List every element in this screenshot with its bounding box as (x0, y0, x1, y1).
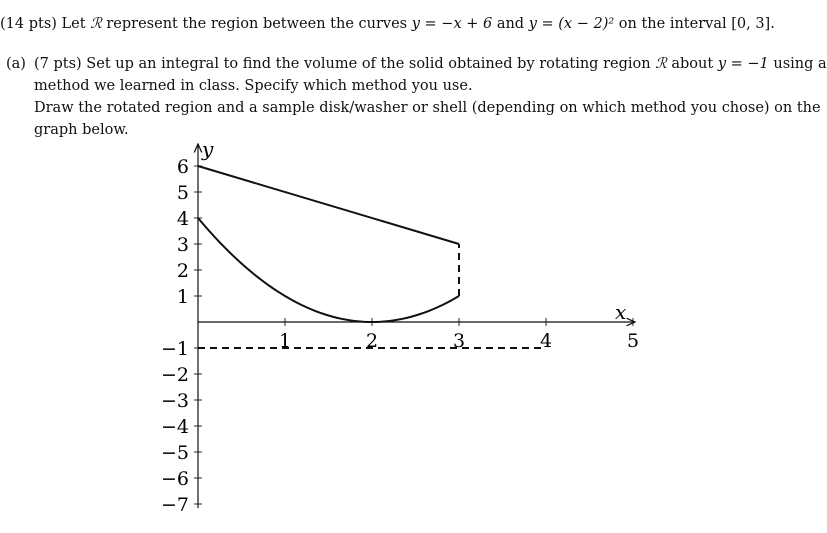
axis-equation: y = −1 (717, 56, 769, 72)
x-tick-label: 1 (278, 330, 292, 352)
and-word: and (496, 16, 525, 32)
y-tick-label: −7 (160, 494, 189, 516)
x-axis-label: x (615, 300, 627, 324)
part-a-line4: graph below. (34, 122, 129, 138)
series-2 (198, 218, 459, 322)
curve1-equation: y = −x + 6 (411, 16, 493, 32)
x-tick-label: 2 (365, 330, 379, 352)
x-tick-label: 3 (452, 330, 466, 352)
part-a-region-symbol: ℛ (655, 56, 667, 72)
y-tick-label: −5 (160, 442, 189, 464)
y-axis-label: y (202, 137, 214, 161)
y-tick-label: 6 (176, 156, 189, 178)
x-tick-label: 5 (626, 330, 640, 352)
y-tick-label: 4 (176, 208, 189, 230)
part-a-using: using a (773, 56, 827, 72)
part-a-line3: Draw the rotated region and a sample disk/washer or shell (depending on which method you chose) on the (34, 100, 821, 116)
region-symbol: ℛ (90, 16, 102, 32)
part-a-text-1: (7 pts) Set up an integral to find the volume of the solid obtained by rotating region (34, 56, 651, 72)
series-1 (198, 166, 459, 244)
y-tick-label: −3 (160, 390, 189, 412)
part-a-about: about (671, 56, 714, 72)
y-tick-label: 2 (176, 260, 189, 282)
part-a-label: (a) (6, 56, 26, 72)
problem-header-mid: represent the region between the curves (106, 16, 408, 32)
y-tick-label: −1 (160, 338, 189, 360)
x-tick-label: 4 (539, 330, 553, 352)
y-tick-label: 3 (176, 234, 189, 256)
axis-ticks (161, 156, 639, 516)
interval-text: on the interval [0, 3]. (618, 16, 775, 32)
y-tick-label: 1 (176, 286, 189, 308)
y-tick-label: −4 (160, 416, 189, 438)
part-a-line2: method we learned in class. Specify which method you use. (34, 78, 473, 94)
y-tick-label: −2 (160, 364, 189, 386)
problem-header: (14 pts) Let (0, 16, 86, 32)
y-tick-label: −6 (160, 468, 189, 490)
curve2-equation: y = (x − 2)² (528, 16, 615, 32)
y-tick-label: 5 (176, 182, 189, 204)
